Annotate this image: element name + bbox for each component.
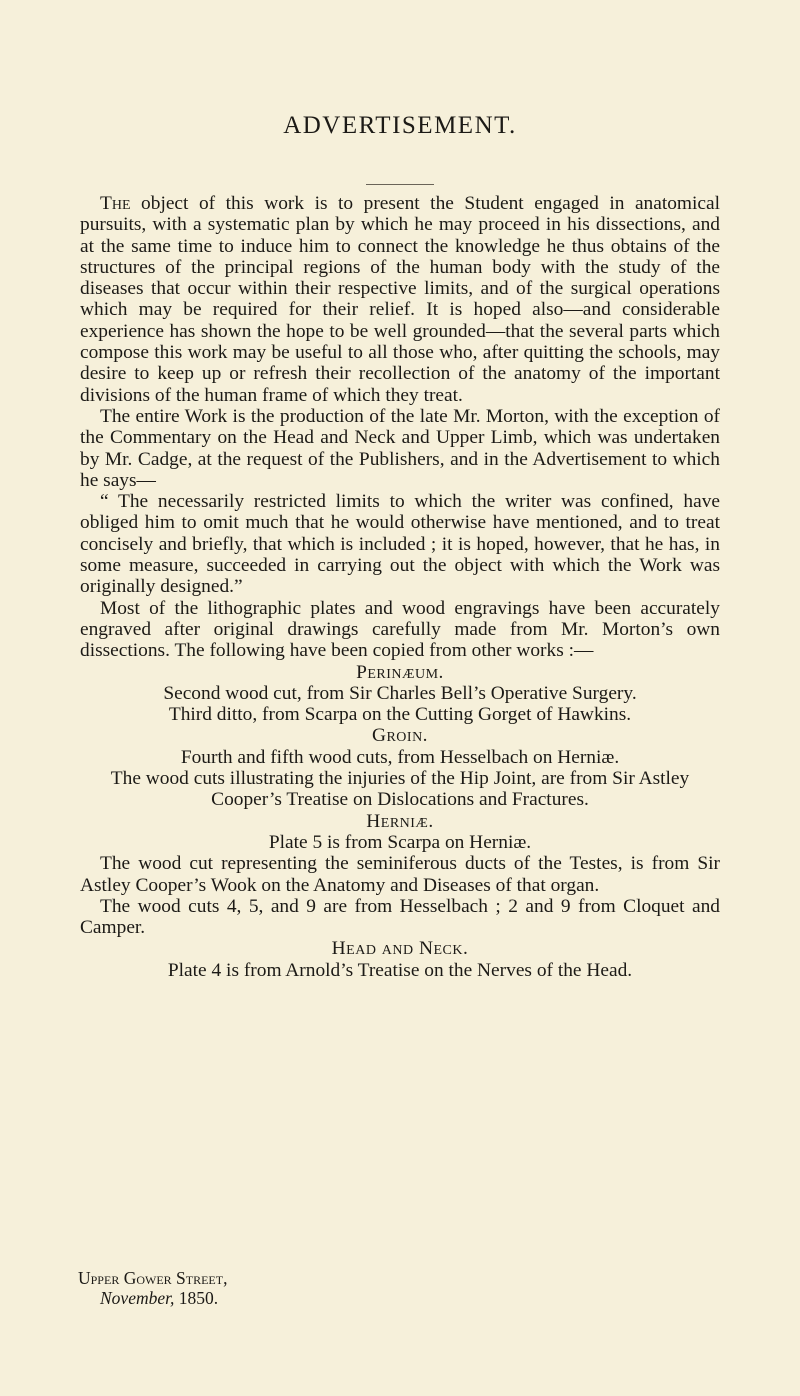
paragraph-sources: Most of the lithographic plates and wood engravings have been accurately engraved after original drawings carefully made from Mr. Morton’s own dissections. The following have been copied from other works :— — [80, 597, 720, 662]
signature-date — [78, 1288, 478, 1308]
herniae-line-1: Plate 5 is from Scarpa on Herniæ. — [268, 831, 532, 853]
signature-block — [78, 1268, 478, 1308]
section-heading-herniae: Herniæ. — [366, 810, 434, 832]
section-heading-perinaeum: Perinæum. — [356, 661, 444, 683]
signature-place: Upper Gower Street, — [78, 1268, 228, 1288]
title-divider — [366, 184, 434, 185]
paragraph-quotation: “ The necessarily restricted limits to which the writer was confined, have obliged him to omit much that he would otherwise have mentioned, and to treat concisely and briefly, that which is included ; it is hoped, however, that he has, in some measure, succeeded in carrying out the object with which the Work was originally designed.” — [80, 491, 720, 598]
paragraph-intro-lead: The — [100, 193, 131, 214]
paragraph-intro-text: object of this work is to present the Student engaged in anatomical pursuits, with a systematic plan by which he may proceed in his dissections, and at the same time to induce him to connect the knowledge he thus obtains of the structures of the principal regions of the human body with the study of the diseases that occur within their respective limits, and of the surgical operations which may be required for their relief. It is hoped also—and considerable experience has shown the hope to be well grounded—that the several parts which compose this work may be useful to all those who, after quitting the schools, may desire to keep up or refresh their recollection of the anatomy of the important divisions of the human frame of which they treat. — [80, 193, 720, 406]
herniae-line-2: The wood cut representing the seminiferous ducts of the Testes, is from Sir Astley Cooper’s Wook on the Anatomy and Diseases of that organ. — [80, 853, 720, 896]
groin-line-2: The wood cuts illustrating the injuries of the Hip Joint, are from Sir Astley Cooper’s Treatise on Dislocations and Fractures. — [110, 768, 690, 811]
head-neck-line-1: Plate 4 is from Arnold’s Treatise on the Nerves of the Head. — [167, 959, 633, 981]
signature-year: 1850. — [174, 1288, 219, 1308]
body-text — [80, 193, 720, 981]
perinaeum-line-2: Third ditto, from Scarpa on the Cutting Gorget of Hawkins. — [168, 704, 632, 726]
paragraph-intro — [80, 193, 720, 406]
paragraph-authorship: The entire Work is the production of the late Mr. Morton, with the exception of the Commentary on the Head and Neck and Upper Limb, which was undertaken by Mr. Cadge, at the request of the Publishers, and in the Advertisement to which he says— — [80, 405, 720, 491]
section-heading-groin: Groin. — [371, 725, 429, 747]
section-heading-head-neck: Head and Neck. — [331, 938, 469, 960]
herniae-line-3: The wood cuts 4, 5, and 9 are from Hesselbach ; 2 and 9 from Cloquet and Camper. — [80, 895, 720, 939]
perinaeum-line-1: Second wood cut, from Sir Charles Bell’s Operative Surgery. — [163, 682, 637, 704]
signature-month: November, — [100, 1288, 175, 1308]
page-title: ADVERTISEMENT. — [283, 112, 517, 139]
groin-line-1: Fourth and fifth wood cuts, from Hesselbach on Herniæ. — [180, 746, 620, 768]
